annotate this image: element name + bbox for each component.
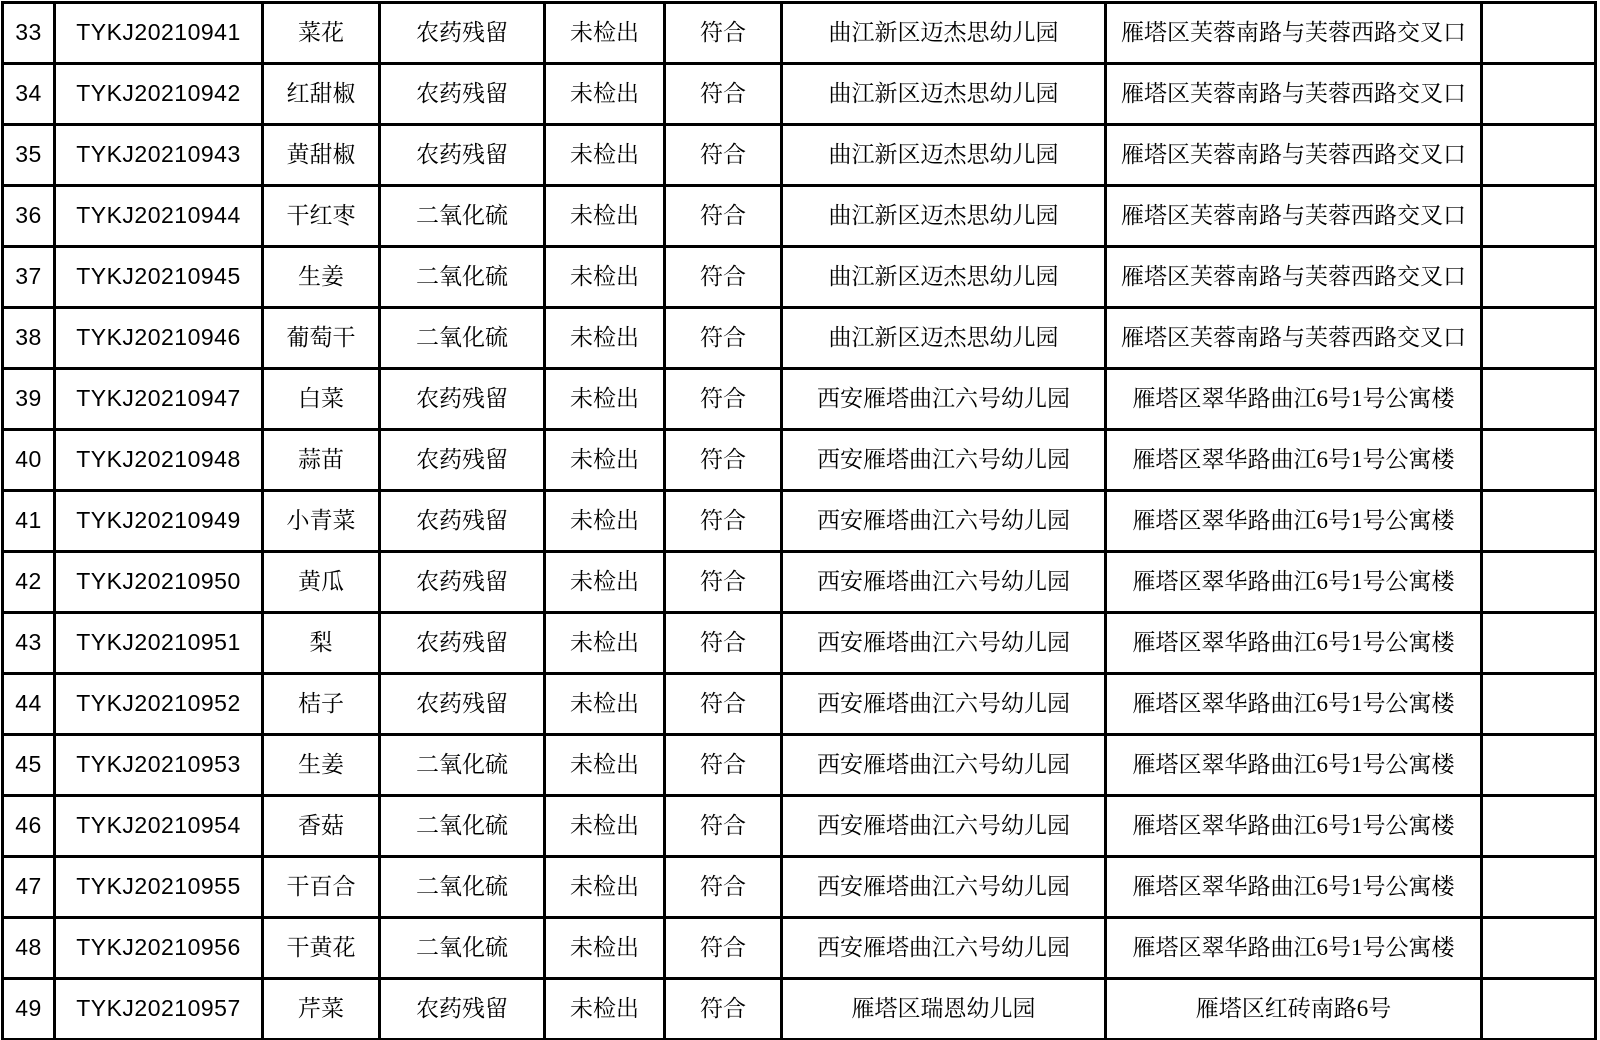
cell-extra xyxy=(1482,308,1596,369)
cell-result: 未检出 xyxy=(545,430,665,491)
cell-address: 雁塔区翠华路曲江6号1号公寓楼 xyxy=(1106,613,1482,674)
cell-sample-id: TYKJ20210952 xyxy=(55,674,263,735)
cell-sample-id: TYKJ20210951 xyxy=(55,613,263,674)
cell-row-number: 46 xyxy=(3,796,55,857)
cell-sample-name: 蒜苗 xyxy=(263,430,380,491)
cell-test-item: 农药残留 xyxy=(380,125,545,186)
cell-address: 雁塔区翠华路曲江6号1号公寓楼 xyxy=(1106,918,1482,979)
cell-test-item: 农药残留 xyxy=(380,491,545,552)
cell-row-number: 34 xyxy=(3,64,55,125)
cell-conclusion: 符合 xyxy=(665,674,782,735)
cell-sample-id: TYKJ20210947 xyxy=(55,369,263,430)
table-row xyxy=(3,369,1596,430)
cell-sample-name: 梨 xyxy=(263,613,380,674)
cell-conclusion: 符合 xyxy=(665,979,782,1040)
cell-sample-id: TYKJ20210942 xyxy=(55,64,263,125)
cell-organization: 曲江新区迈杰思幼儿园 xyxy=(782,3,1106,64)
cell-test-item: 二氧化硫 xyxy=(380,796,545,857)
cell-test-item: 农药残留 xyxy=(380,430,545,491)
cell-extra xyxy=(1482,918,1596,979)
cell-organization: 雁塔区瑞恩幼儿园 xyxy=(782,979,1106,1040)
cell-row-number: 33 xyxy=(3,3,55,64)
cell-conclusion: 符合 xyxy=(665,735,782,796)
cell-row-number: 40 xyxy=(3,430,55,491)
cell-row-number: 35 xyxy=(3,125,55,186)
cell-address: 雁塔区芙蓉南路与芙蓉西路交叉口 xyxy=(1106,186,1482,247)
cell-conclusion: 符合 xyxy=(665,125,782,186)
cell-sample-id: TYKJ20210949 xyxy=(55,491,263,552)
cell-row-number: 36 xyxy=(3,186,55,247)
cell-sample-name: 菜花 xyxy=(263,3,380,64)
cell-extra xyxy=(1482,64,1596,125)
cell-result: 未检出 xyxy=(545,64,665,125)
cell-sample-name: 葡萄干 xyxy=(263,308,380,369)
table-row xyxy=(3,796,1596,857)
cell-sample-id: TYKJ20210955 xyxy=(55,857,263,918)
cell-result: 未检出 xyxy=(545,125,665,186)
cell-sample-name: 干黄花 xyxy=(263,918,380,979)
cell-test-item: 农药残留 xyxy=(380,613,545,674)
cell-sample-name: 桔子 xyxy=(263,674,380,735)
cell-conclusion: 符合 xyxy=(665,64,782,125)
cell-extra xyxy=(1482,613,1596,674)
cell-conclusion: 符合 xyxy=(665,613,782,674)
cell-test-item: 农药残留 xyxy=(380,369,545,430)
cell-sample-name: 小青菜 xyxy=(263,491,380,552)
table-row xyxy=(3,979,1596,1040)
cell-test-item: 农药残留 xyxy=(380,979,545,1040)
cell-test-item: 农药残留 xyxy=(380,3,545,64)
cell-sample-id: TYKJ20210945 xyxy=(55,247,263,308)
cell-result: 未检出 xyxy=(545,857,665,918)
cell-organization: 西安雁塔曲江六号幼儿园 xyxy=(782,491,1106,552)
cell-conclusion: 符合 xyxy=(665,857,782,918)
cell-organization: 西安雁塔曲江六号幼儿园 xyxy=(782,857,1106,918)
table-row xyxy=(3,247,1596,308)
cell-sample-id: TYKJ20210944 xyxy=(55,186,263,247)
cell-result: 未检出 xyxy=(545,3,665,64)
table-row xyxy=(3,125,1596,186)
table-row xyxy=(3,308,1596,369)
cell-sample-name: 生姜 xyxy=(263,247,380,308)
cell-extra xyxy=(1482,979,1596,1040)
table-row xyxy=(3,613,1596,674)
cell-address: 雁塔区翠华路曲江6号1号公寓楼 xyxy=(1106,430,1482,491)
table-row xyxy=(3,735,1596,796)
cell-test-item: 农药残留 xyxy=(380,552,545,613)
cell-sample-name: 芹菜 xyxy=(263,979,380,1040)
table-row xyxy=(3,64,1596,125)
cell-test-item: 二氧化硫 xyxy=(380,308,545,369)
cell-organization: 曲江新区迈杰思幼儿园 xyxy=(782,247,1106,308)
cell-conclusion: 符合 xyxy=(665,186,782,247)
cell-test-item: 二氧化硫 xyxy=(380,857,545,918)
cell-conclusion: 符合 xyxy=(665,430,782,491)
cell-result: 未检出 xyxy=(545,796,665,857)
cell-result: 未检出 xyxy=(545,552,665,613)
cell-address: 雁塔区翠华路曲江6号1号公寓楼 xyxy=(1106,857,1482,918)
cell-extra xyxy=(1482,369,1596,430)
cell-organization: 西安雁塔曲江六号幼儿园 xyxy=(782,430,1106,491)
cell-result: 未检出 xyxy=(545,735,665,796)
cell-result: 未检出 xyxy=(545,674,665,735)
cell-conclusion: 符合 xyxy=(665,796,782,857)
cell-sample-id: TYKJ20210946 xyxy=(55,308,263,369)
cell-test-item: 二氧化硫 xyxy=(380,918,545,979)
cell-result: 未检出 xyxy=(545,308,665,369)
cell-extra xyxy=(1482,552,1596,613)
cell-address: 雁塔区芙蓉南路与芙蓉西路交叉口 xyxy=(1106,125,1482,186)
cell-extra xyxy=(1482,125,1596,186)
cell-organization: 西安雁塔曲江六号幼儿园 xyxy=(782,613,1106,674)
cell-result: 未检出 xyxy=(545,613,665,674)
cell-sample-id: TYKJ20210941 xyxy=(55,3,263,64)
cell-organization: 曲江新区迈杰思幼儿园 xyxy=(782,125,1106,186)
cell-sample-id: TYKJ20210948 xyxy=(55,430,263,491)
cell-row-number: 43 xyxy=(3,613,55,674)
cell-row-number: 45 xyxy=(3,735,55,796)
table-row xyxy=(3,491,1596,552)
cell-sample-id: TYKJ20210953 xyxy=(55,735,263,796)
cell-organization: 曲江新区迈杰思幼儿园 xyxy=(782,308,1106,369)
table-row xyxy=(3,552,1596,613)
cell-sample-name: 红甜椒 xyxy=(263,64,380,125)
cell-conclusion: 符合 xyxy=(665,308,782,369)
results-table xyxy=(1,1,1597,1040)
cell-test-item: 二氧化硫 xyxy=(380,247,545,308)
cell-sample-id: TYKJ20210950 xyxy=(55,552,263,613)
cell-result: 未检出 xyxy=(545,979,665,1040)
cell-extra xyxy=(1482,735,1596,796)
cell-extra xyxy=(1482,247,1596,308)
table-row xyxy=(3,430,1596,491)
cell-extra xyxy=(1482,430,1596,491)
cell-address: 雁塔区芙蓉南路与芙蓉西路交叉口 xyxy=(1106,3,1482,64)
cell-extra xyxy=(1482,796,1596,857)
cell-test-item: 二氧化硫 xyxy=(380,735,545,796)
cell-row-number: 47 xyxy=(3,857,55,918)
cell-address: 雁塔区芙蓉南路与芙蓉西路交叉口 xyxy=(1106,64,1482,125)
cell-row-number: 41 xyxy=(3,491,55,552)
cell-address: 雁塔区翠华路曲江6号1号公寓楼 xyxy=(1106,369,1482,430)
cell-row-number: 39 xyxy=(3,369,55,430)
cell-test-item: 二氧化硫 xyxy=(380,186,545,247)
cell-organization: 曲江新区迈杰思幼儿园 xyxy=(782,186,1106,247)
table-row xyxy=(3,857,1596,918)
cell-conclusion: 符合 xyxy=(665,369,782,430)
table-row xyxy=(3,3,1596,64)
cell-extra xyxy=(1482,491,1596,552)
cell-conclusion: 符合 xyxy=(665,552,782,613)
table-row xyxy=(3,918,1596,979)
cell-organization: 西安雁塔曲江六号幼儿园 xyxy=(782,735,1106,796)
cell-organization: 西安雁塔曲江六号幼儿园 xyxy=(782,369,1106,430)
cell-sample-name: 干红枣 xyxy=(263,186,380,247)
cell-conclusion: 符合 xyxy=(665,3,782,64)
cell-extra xyxy=(1482,857,1596,918)
cell-extra xyxy=(1482,186,1596,247)
cell-address: 雁塔区红砖南路6号 xyxy=(1106,979,1482,1040)
cell-extra xyxy=(1482,3,1596,64)
cell-result: 未检出 xyxy=(545,491,665,552)
table-row xyxy=(3,186,1596,247)
cell-sample-name: 香菇 xyxy=(263,796,380,857)
table-body xyxy=(3,3,1596,1040)
cell-row-number: 44 xyxy=(3,674,55,735)
cell-row-number: 49 xyxy=(3,979,55,1040)
cell-sample-id: TYKJ20210957 xyxy=(55,979,263,1040)
cell-sample-name: 白菜 xyxy=(263,369,380,430)
cell-result: 未检出 xyxy=(545,918,665,979)
cell-extra xyxy=(1482,674,1596,735)
cell-organization: 西安雁塔曲江六号幼儿园 xyxy=(782,918,1106,979)
cell-conclusion: 符合 xyxy=(665,247,782,308)
cell-result: 未检出 xyxy=(545,247,665,308)
cell-conclusion: 符合 xyxy=(665,491,782,552)
cell-result: 未检出 xyxy=(545,186,665,247)
cell-row-number: 42 xyxy=(3,552,55,613)
cell-row-number: 48 xyxy=(3,918,55,979)
cell-sample-name: 黄甜椒 xyxy=(263,125,380,186)
cell-row-number: 37 xyxy=(3,247,55,308)
cell-test-item: 农药残留 xyxy=(380,674,545,735)
cell-organization: 西安雁塔曲江六号幼儿园 xyxy=(782,552,1106,613)
cell-test-item: 农药残留 xyxy=(380,64,545,125)
cell-address: 雁塔区翠华路曲江6号1号公寓楼 xyxy=(1106,735,1482,796)
cell-address: 雁塔区翠华路曲江6号1号公寓楼 xyxy=(1106,796,1482,857)
cell-address: 雁塔区翠华路曲江6号1号公寓楼 xyxy=(1106,491,1482,552)
cell-conclusion: 符合 xyxy=(665,918,782,979)
cell-sample-id: TYKJ20210954 xyxy=(55,796,263,857)
cell-sample-id: TYKJ20210956 xyxy=(55,918,263,979)
cell-result: 未检出 xyxy=(545,369,665,430)
cell-sample-id: TYKJ20210943 xyxy=(55,125,263,186)
cell-address: 雁塔区芙蓉南路与芙蓉西路交叉口 xyxy=(1106,308,1482,369)
cell-address: 雁塔区芙蓉南路与芙蓉西路交叉口 xyxy=(1106,247,1482,308)
cell-organization: 西安雁塔曲江六号幼儿园 xyxy=(782,796,1106,857)
cell-row-number: 38 xyxy=(3,308,55,369)
cell-address: 雁塔区翠华路曲江6号1号公寓楼 xyxy=(1106,552,1482,613)
cell-organization: 曲江新区迈杰思幼儿园 xyxy=(782,64,1106,125)
cell-address: 雁塔区翠华路曲江6号1号公寓楼 xyxy=(1106,674,1482,735)
cell-organization: 西安雁塔曲江六号幼儿园 xyxy=(782,674,1106,735)
cell-sample-name: 黄瓜 xyxy=(263,552,380,613)
cell-sample-name: 生姜 xyxy=(263,735,380,796)
cell-sample-name: 干百合 xyxy=(263,857,380,918)
table-row xyxy=(3,674,1596,735)
